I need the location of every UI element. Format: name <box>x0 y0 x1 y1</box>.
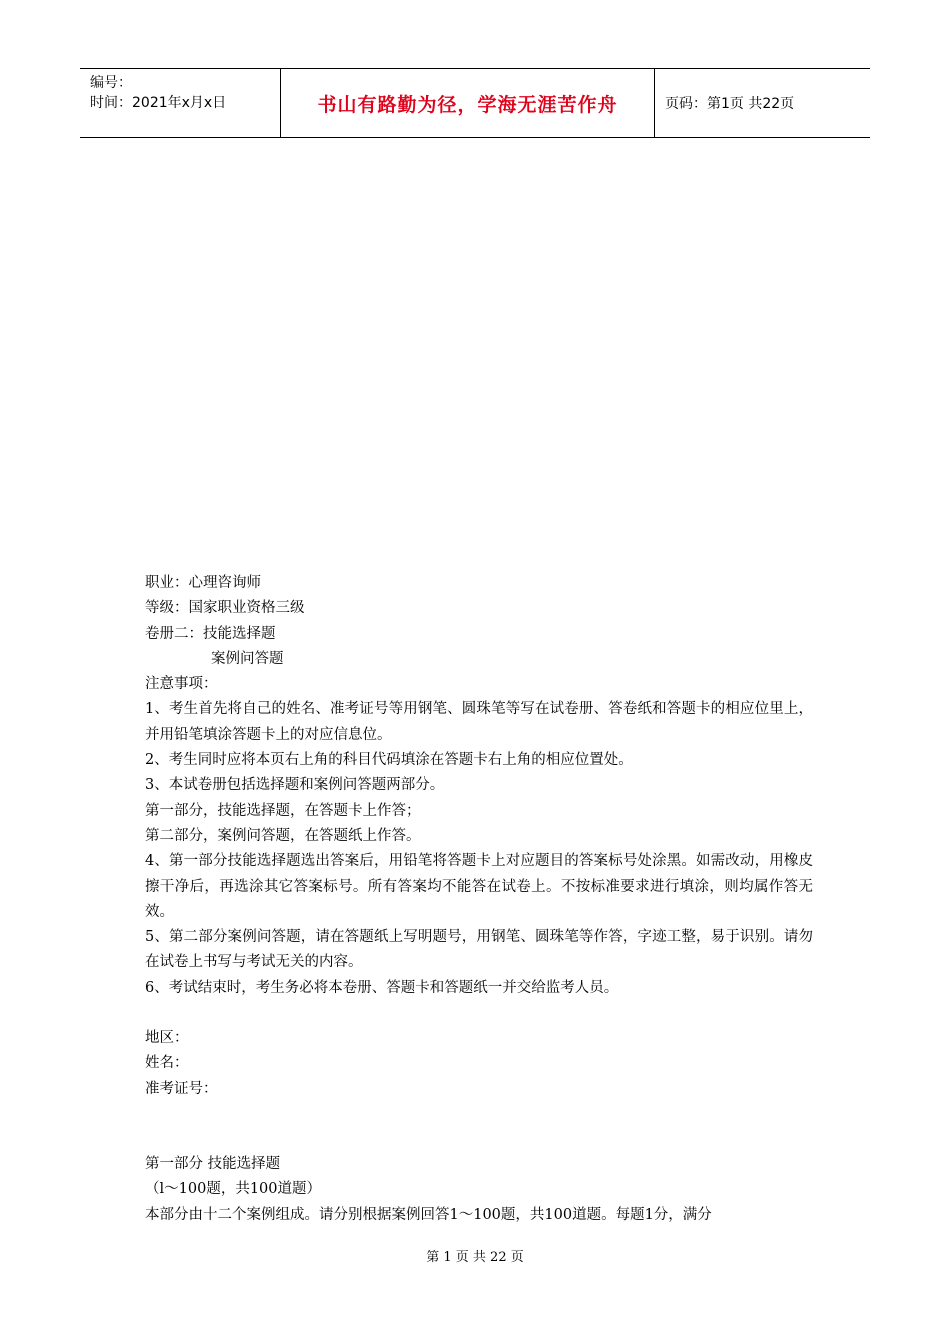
region-field: 地区： <box>145 1030 189 1047</box>
section-title: 第一部分 技能选择题 <box>145 1155 281 1172</box>
level-line: 等级：国家职业资格三级 <box>145 600 305 617</box>
occupation-line: 职业：心理咨询师 <box>145 575 261 591</box>
notice-item-2: 2、考生同时应将本页右上角的科目代码填涂在答题卡右上角的相应位置处。 <box>145 752 633 769</box>
notice-title: 注意事项： <box>145 676 218 693</box>
document-body <box>145 571 813 1228</box>
time-label: 时间：2021年x月x日 <box>90 95 227 111</box>
volume-sub-line: 案例问答题 <box>211 650 284 667</box>
page-header <box>80 68 870 138</box>
spacer <box>145 1102 813 1152</box>
name-field: 姓名： <box>145 1055 189 1072</box>
header-motto: 书山有路勤为径，学海无涯苦作舟 <box>281 69 655 137</box>
notice-item-1: 1、考生首先将自己的姓名、准考证号等用钢笔、圆珠笔等写在试卷册、答卷纸和答题卡的相应位里上，并用铅笔填涂答题卡上的对应信息位。 <box>145 701 813 743</box>
notice-item-5: 5、第二部分案例问答题，请在答题纸上写明题号，用钢笔、圆珠笔等作答，字迹工整，易于识别。请勿在试卷上书写与考试无关的内容。 <box>145 929 813 971</box>
section-description: 本部分由十二个案例组成。请分别根据案例回答1～100题，共100道题。每题1分，满分 <box>145 1206 712 1223</box>
notice-item-3: 3、本试卷册包括选择题和案例问答题两部分。 <box>145 777 445 794</box>
number-label: 编号： <box>90 75 132 91</box>
volume-line: 卷册二：技能选择题 <box>145 625 276 642</box>
exam-id-field: 准考证号： <box>145 1080 218 1097</box>
part2-note: 第二部分，案例问答题，在答题纸上作答。 <box>145 827 421 844</box>
notice-item-4: 4、第一部分技能选择题选出答案后，用铅笔将答题卡上对应题目的答案标号处涂黑。如需改动，用橡皮擦干净后，再选涂其它答案标号。所有答案均不能答在试卷上。不按标准要求进行填涂，则均属作答无效。 <box>145 853 813 920</box>
spacer <box>145 1001 813 1026</box>
section-range: （l～100题，共100道题） <box>145 1181 321 1198</box>
part1-note: 第一部分，技能选择题，在答题卡上作答； <box>145 802 421 819</box>
header-meta <box>80 69 281 137</box>
page-footer: 第 1 页 共 22 页 <box>426 1250 524 1265</box>
header-page-info: 页码：第1页 共22页 <box>665 96 795 112</box>
notice-item-6: 6、考试结束时，考生务必将本卷册、答题卡和答题纸一并交给监考人员。 <box>145 979 619 996</box>
